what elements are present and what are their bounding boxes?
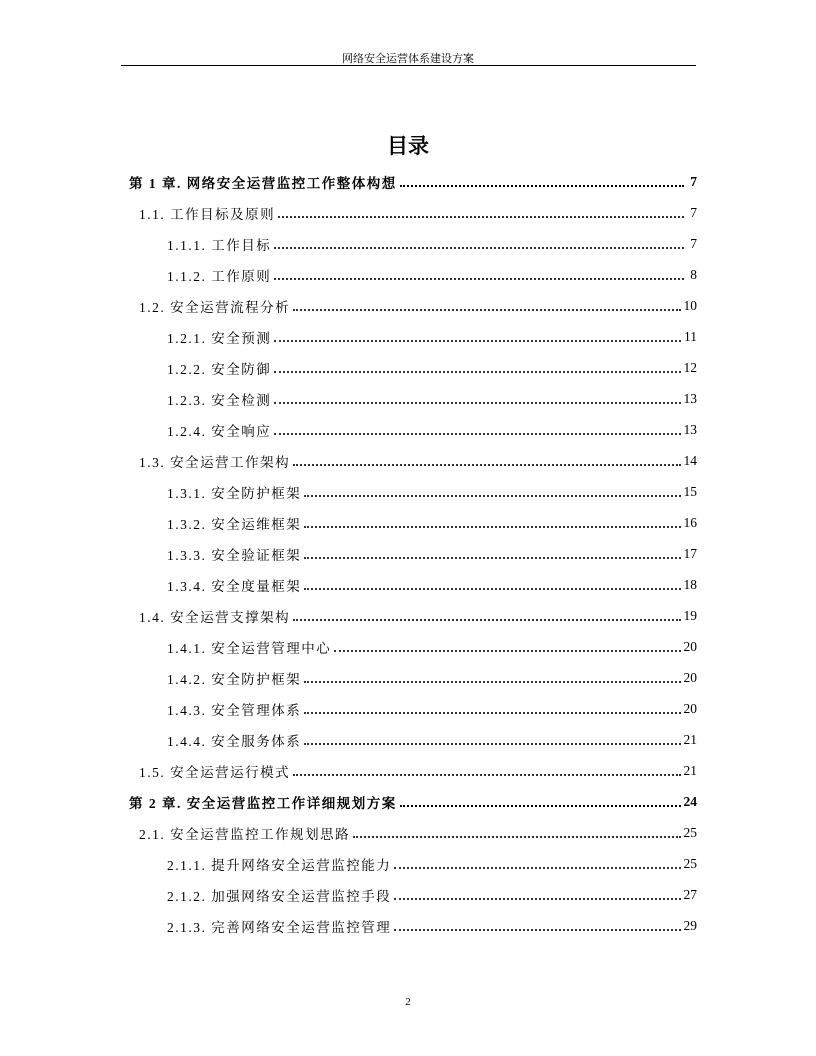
toc-entry[interactable] — [129, 259, 697, 290]
toc-dot-leader — [334, 650, 680, 652]
toc-entry-page: 7 — [690, 204, 697, 220]
toc-dot-leader — [274, 247, 684, 249]
toc-entry[interactable] — [129, 414, 697, 445]
toc-entry-label: 1.1.1. 工作目标 — [167, 237, 272, 253]
toc-entry-page: 27 — [683, 886, 697, 902]
toc-entry-label: 2.1.1. 提升网络安全运营监控能力 — [167, 857, 392, 873]
toc-dot-leader — [274, 371, 680, 373]
toc-dot-leader — [293, 774, 680, 776]
header-rule — [121, 65, 696, 66]
toc-entry-label: 1.3.1. 安全防护框架 — [167, 485, 302, 501]
toc-entry[interactable] — [129, 383, 697, 414]
toc-entry-label: 2.1. 安全运营监控工作规划思路 — [139, 826, 351, 842]
toc-entry-page: 20 — [683, 700, 697, 716]
toc-dot-leader — [274, 402, 680, 404]
toc-entry-page: 29 — [683, 917, 697, 933]
toc-entry-label: 2.1.3. 完善网络安全运营监控管理 — [167, 919, 392, 935]
toc-entry-label: 1.2.2. 安全防御 — [167, 361, 272, 377]
toc-entry-page: 11 — [684, 328, 697, 344]
toc-dot-leader — [278, 216, 684, 218]
toc-entry-label: 1.4.1. 安全运营管理中心 — [167, 640, 332, 656]
toc-entry-page: 14 — [683, 452, 697, 468]
toc-entry[interactable] — [129, 724, 697, 755]
toc-dot-leader — [304, 557, 680, 559]
toc-entry-page: 7 — [690, 235, 697, 251]
toc-entry-page: 13 — [683, 390, 697, 406]
toc-entry-label: 1.2. 安全运营流程分析 — [139, 299, 291, 315]
toc-dot-leader — [394, 929, 680, 931]
toc-dot-leader — [400, 185, 684, 187]
toc-entry-page: 21 — [683, 762, 697, 778]
toc-dot-leader — [394, 898, 680, 900]
toc-entry-label: 1.2.1. 安全预测 — [167, 330, 272, 346]
toc-entry-page: 25 — [683, 855, 697, 871]
toc-entry-page: 7 — [690, 173, 697, 189]
toc-dot-leader — [304, 712, 680, 714]
toc-entry-page: 16 — [683, 514, 697, 530]
toc-entry[interactable] — [129, 848, 697, 879]
toc-dot-leader — [394, 867, 680, 869]
toc-entry-page: 25 — [683, 824, 697, 840]
toc-entry[interactable] — [129, 817, 697, 848]
toc-entry[interactable] — [129, 352, 697, 383]
page-number: 2 — [405, 996, 411, 1008]
toc-entry-page: 13 — [683, 421, 697, 437]
running-header: 网络安全运营体系建设方案 — [342, 53, 474, 65]
toc-dot-leader — [353, 836, 680, 838]
toc-entry[interactable] — [129, 445, 697, 476]
toc-entry[interactable] — [129, 569, 697, 600]
toc-entry-page: 24 — [683, 793, 697, 809]
toc-entry-label: 1.5. 安全运营运行模式 — [139, 764, 291, 780]
toc-entry-page: 20 — [683, 669, 697, 685]
toc-entry[interactable] — [129, 538, 697, 569]
toc-entry[interactable] — [129, 693, 697, 724]
toc-entry[interactable] — [129, 786, 697, 817]
toc-dot-leader — [293, 464, 680, 466]
toc-dot-leader — [293, 309, 680, 311]
toc-dot-leader — [304, 495, 680, 497]
toc-entry-label: 2.1.2. 加强网络安全运营监控手段 — [167, 888, 392, 904]
toc-entry-page: 19 — [683, 607, 697, 623]
toc-entry-label: 1.1.2. 工作原则 — [167, 268, 272, 284]
toc-entry[interactable] — [129, 166, 697, 197]
toc-entry-page: 18 — [683, 576, 697, 592]
toc-entry-page: 21 — [683, 731, 697, 747]
toc-entry-label: 1.2.3. 安全检测 — [167, 392, 272, 408]
toc-dot-leader — [274, 433, 680, 435]
toc-entry[interactable] — [129, 662, 697, 693]
toc-dot-leader — [304, 743, 680, 745]
toc-entry[interactable] — [129, 197, 697, 228]
toc-dot-leader — [304, 588, 680, 590]
toc-entry-page: 20 — [683, 638, 697, 654]
toc-entry-page: 17 — [683, 545, 697, 561]
toc-entry-page: 15 — [683, 483, 697, 499]
toc-entry[interactable] — [129, 290, 697, 321]
toc-entry[interactable] — [129, 321, 697, 352]
toc-entry-label: 1.4.2. 安全防护框架 — [167, 671, 302, 687]
toc-entry-label: 1.3.2. 安全运维框架 — [167, 516, 302, 532]
toc-entry-page: 8 — [690, 266, 697, 282]
toc-entry[interactable] — [129, 631, 697, 662]
toc-title: 目录 — [387, 134, 429, 158]
toc-entry[interactable] — [129, 507, 697, 538]
toc-dot-leader — [293, 619, 680, 621]
toc-entry-label: 1.4.4. 安全服务体系 — [167, 733, 302, 749]
toc-entry-label: 1.4.3. 安全管理体系 — [167, 702, 302, 718]
toc-entry[interactable] — [129, 910, 697, 941]
toc-entry[interactable] — [129, 600, 697, 631]
toc-entry[interactable] — [129, 476, 697, 507]
toc-entry-label: 第 1 章. 网络安全运营监控工作整体构想 — [129, 175, 397, 191]
toc-entry[interactable] — [129, 228, 697, 259]
toc-entry[interactable] — [129, 879, 697, 910]
toc-entry-label: 1.4. 安全运营支撑架构 — [139, 609, 291, 625]
toc-dot-leader — [304, 526, 680, 528]
toc-entry-page: 12 — [683, 359, 697, 375]
toc-entry[interactable] — [129, 755, 697, 786]
toc-dot-leader — [304, 681, 680, 683]
toc-entry-label: 1.1. 工作目标及原则 — [139, 206, 276, 222]
toc-dot-leader — [400, 805, 681, 807]
table-of-contents — [129, 166, 697, 941]
toc-entry-label: 1.3. 安全运营工作架构 — [139, 454, 291, 470]
toc-entry-label: 1.3.4. 安全度量框架 — [167, 578, 302, 594]
toc-entry-label: 1.3.3. 安全验证框架 — [167, 547, 302, 563]
toc-entry-page: 10 — [683, 297, 697, 313]
toc-dot-leader — [274, 278, 684, 280]
toc-dot-leader — [274, 340, 681, 342]
toc-entry-label: 第 2 章. 安全运营监控工作详细规划方案 — [129, 795, 397, 811]
toc-entry-label: 1.2.4. 安全响应 — [167, 423, 272, 439]
